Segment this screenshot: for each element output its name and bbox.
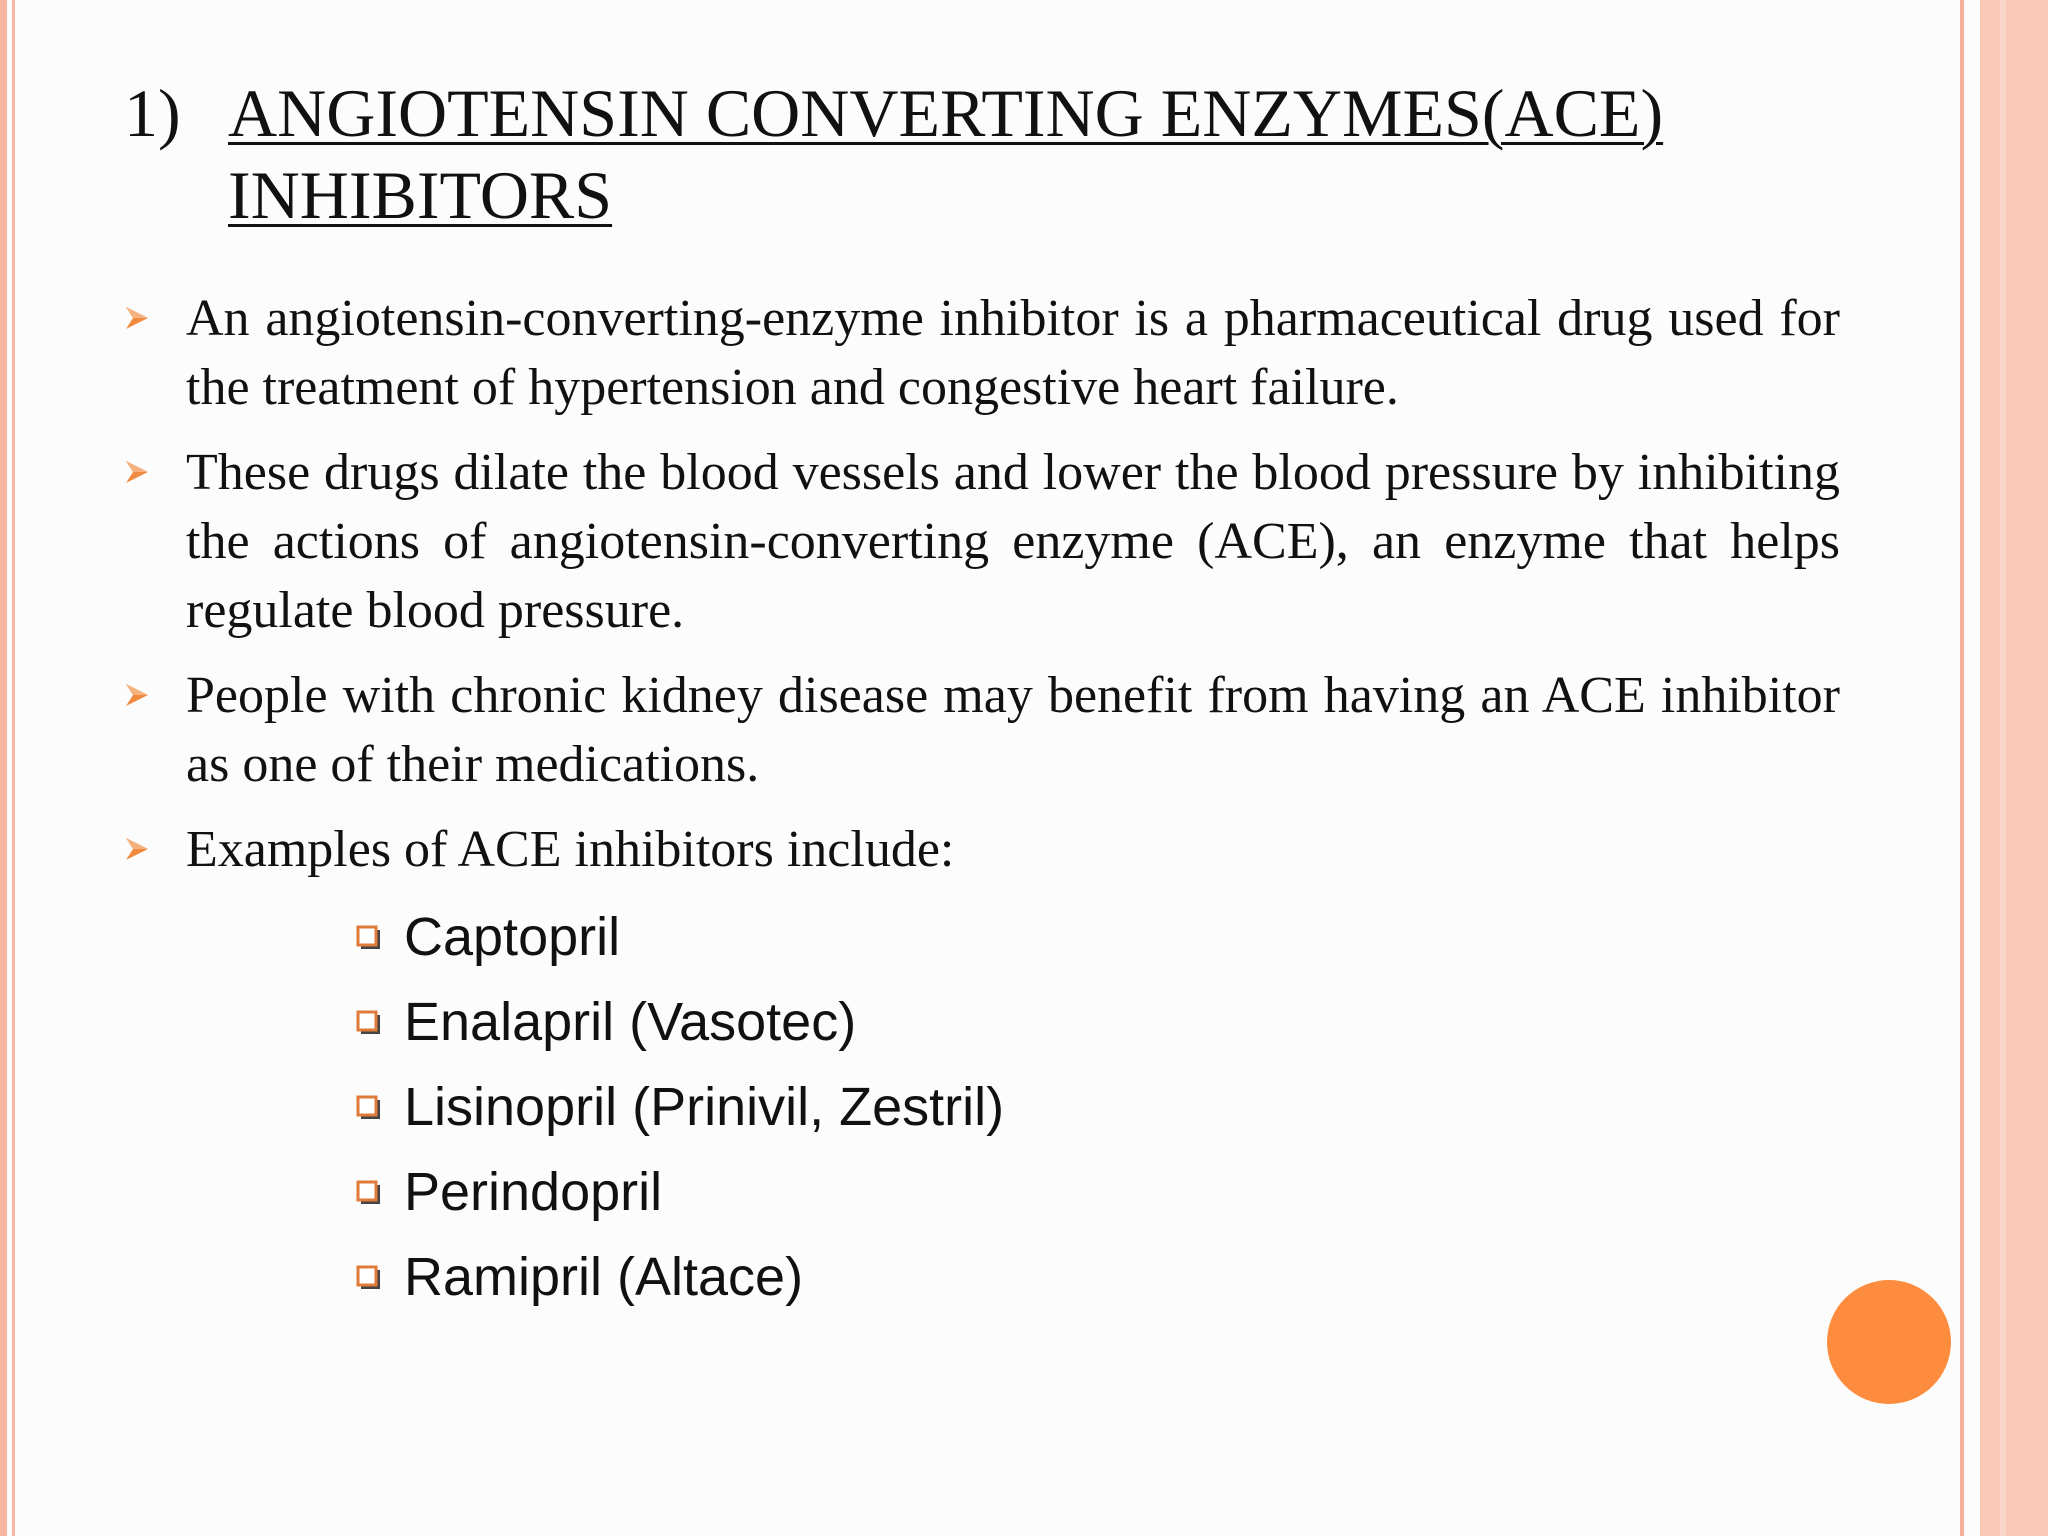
bullet-list bbox=[124, 284, 1840, 900]
bullet-text: These drugs dilate the blood vessels and lower the blood pressure by inhibiting the actions of angiotensin-converting enzyme (ACE), an enzyme that helps regulate blood pressure. bbox=[186, 444, 1840, 639]
example-text: Ramipril (Altace) bbox=[404, 1247, 804, 1307]
bullet-item bbox=[124, 661, 1840, 799]
title-text: ANGIOTENSIN CONVERTING ENZYMES(ACE) INHIBITORS bbox=[228, 75, 1664, 233]
example-text: Perindopril bbox=[404, 1162, 663, 1222]
square-bullet-icon bbox=[356, 1065, 382, 1150]
right-border-line bbox=[1960, 0, 1964, 1536]
example-item bbox=[356, 895, 1004, 980]
square-bullet-icon bbox=[356, 1150, 382, 1235]
square-bullet-icon bbox=[356, 1235, 382, 1320]
arrowhead-bullet-icon bbox=[124, 669, 160, 721]
example-text: Enalapril (Vasotec) bbox=[404, 992, 857, 1052]
right-border-band-inner bbox=[2000, 0, 2006, 1536]
arrowhead-bullet-icon bbox=[124, 446, 160, 498]
bullet-text: An angiotensin-converting-enzyme inhibitor is a pharmaceutical drug used for the treatment of hypertension and congestive heart failure. bbox=[186, 290, 1840, 416]
examples-list bbox=[356, 895, 1004, 1320]
example-text: Lisinopril (Prinivil, Zestril) bbox=[404, 1077, 1005, 1137]
arrowhead-bullet-icon bbox=[124, 292, 160, 344]
bullet-item bbox=[124, 284, 1840, 422]
bullet-item bbox=[124, 815, 1840, 884]
bullet-text: Examples of ACE inhibitors include: bbox=[186, 821, 955, 878]
example-text: Captopril bbox=[404, 907, 621, 967]
arrowhead-bullet-icon bbox=[124, 823, 160, 875]
example-item bbox=[356, 1065, 1004, 1150]
slide-title bbox=[124, 72, 1844, 236]
example-item bbox=[356, 1235, 1004, 1320]
title-number: 1) bbox=[124, 75, 181, 151]
example-item bbox=[356, 980, 1004, 1065]
left-border-line-inner bbox=[12, 0, 15, 1536]
orange-circle-decoration bbox=[1827, 1280, 1951, 1404]
square-bullet-icon bbox=[356, 895, 382, 980]
example-item bbox=[356, 1150, 1004, 1235]
square-bullet-icon bbox=[356, 980, 382, 1065]
left-border-line bbox=[0, 0, 7, 1536]
bullet-item bbox=[124, 438, 1840, 645]
bullet-text: People with chronic kidney disease may benefit from having an ACE inhibitor as one of their medications. bbox=[186, 667, 1840, 793]
right-border-band bbox=[1980, 0, 2048, 1536]
